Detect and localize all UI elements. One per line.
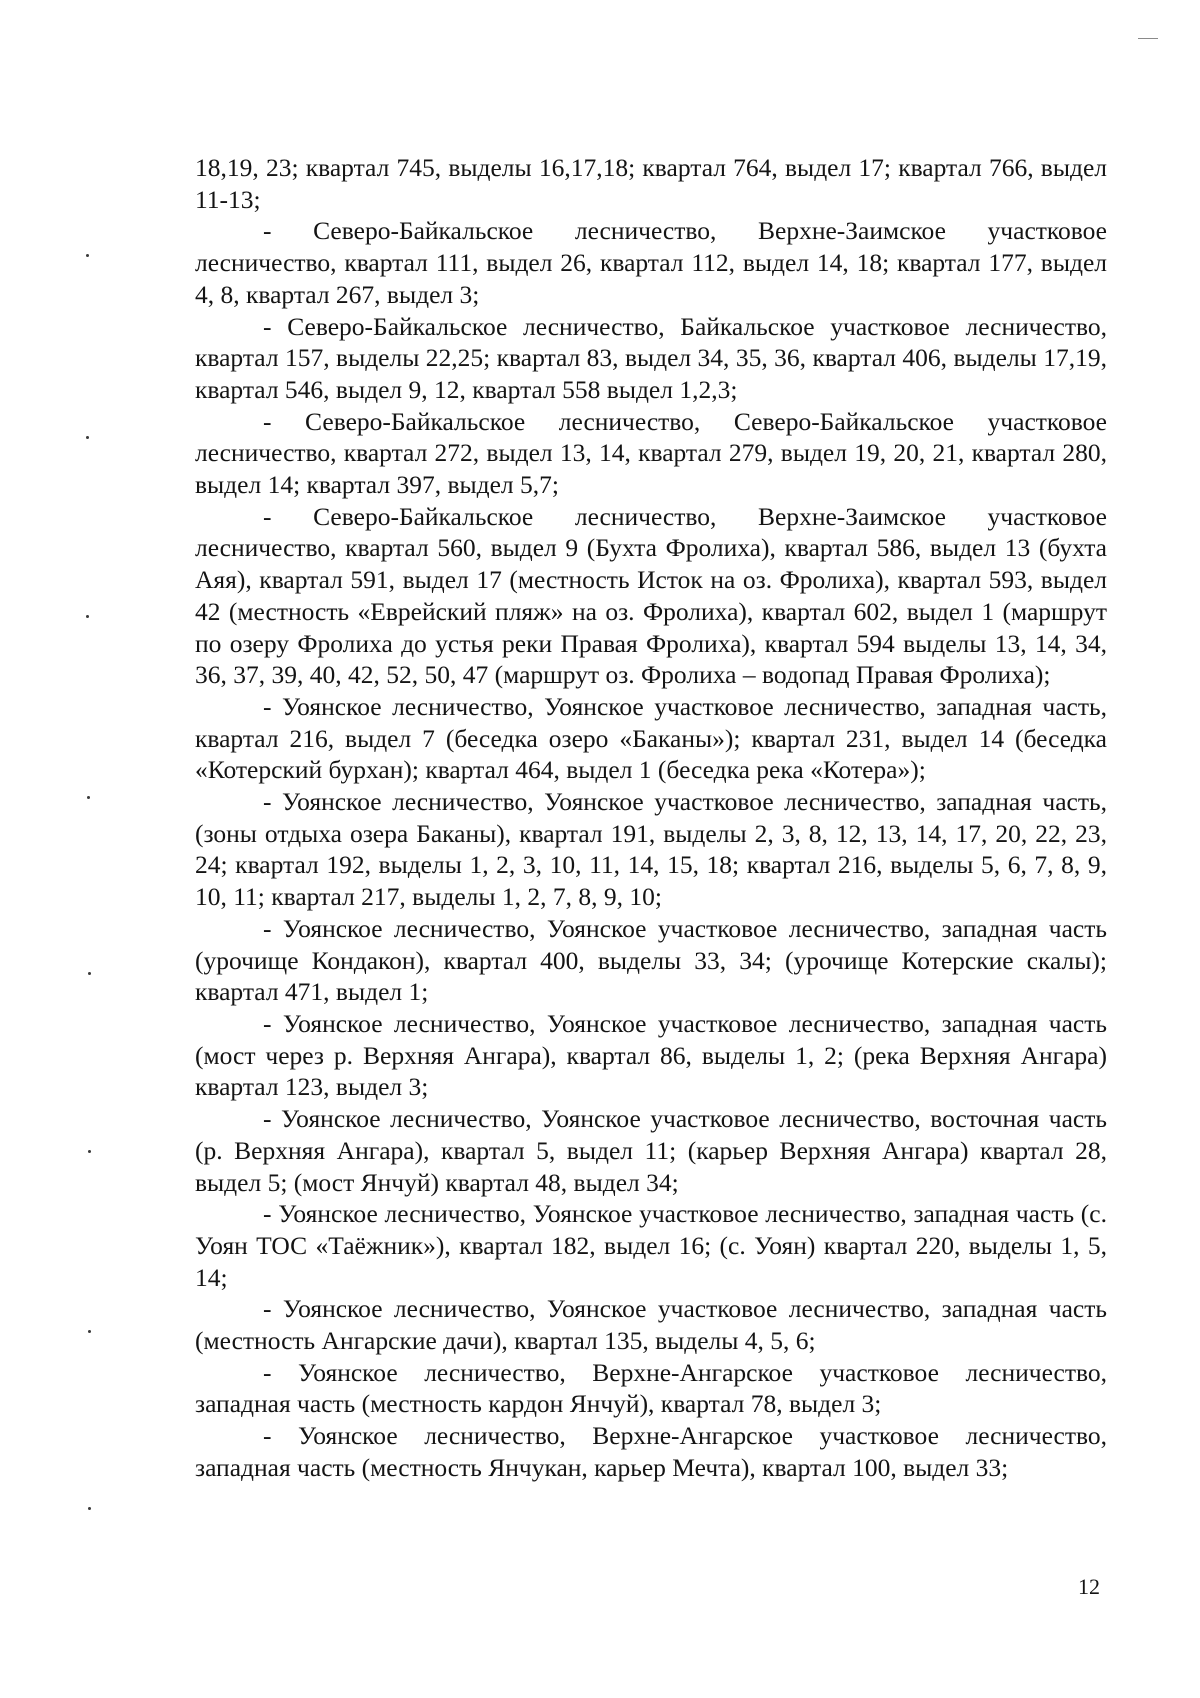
margin-dot bbox=[87, 796, 90, 799]
paragraph: - Уоянское лесничество, Уоянское участковое лесничество, западная часть (урочище Кондакон), квартал 400, выделы 33, 34; (урочище Котерские скалы); квартал 471, выдел 1; bbox=[195, 913, 1107, 1007]
paragraph: - Уоянское лесничество, Уоянское участковое лесничество, восточная часть (р. Верхняя Ангара), квартал 5, выдел 11; (карьер Верхняя Ангара) квартал 28, выдел 5; (мост Янчуй) квартал 48, выдел 34; bbox=[195, 1104, 1107, 1197]
paragraph: - Уоянское лесничество, Уоянское участковое лесничество, западная часть, квартал 216, выдел 7 (беседка озеро «Баканы»); квартал 231, выдел 14 (беседка «Котерский бурхан); квартал 464, выдел 1 (беседка река «Котера»); bbox=[195, 691, 1107, 785]
paragraph: - Уоянское лесничество, Верхне-Ангарское участковое лесничество, западная часть (местность кардон Янчуй), квартал 78, выдел 3; bbox=[195, 1357, 1107, 1419]
margin-dot bbox=[86, 436, 89, 439]
paragraph: - Уоянское лесничество, Уоянское участковое лесничество, западная часть (с. Уоян ТОС «Таёжник»), квартал 182, выдел 16; (с. Уоян) квартал 220, выделы 1, 5, 14; bbox=[195, 1199, 1107, 1292]
margin-dot bbox=[86, 254, 89, 257]
paragraph: - Северо-Байкальское лесничество, Верхне-Заимское участковое лесничество, квартал 560, выдел 9 (Бухта Фролиха), квартал 586, выдел 13 (бухта Аяя), квартал 591, выдел 17 (местность Исток на оз. Фролиха), квартал 593, выдел 42 (местность «Еврейский пляж» на оз. Фролиха), квартал 602, выдел 1 (маршрут по озеру Фролиха до устья реки Правая Фролиха), квартал 594 выделы 13, 14, 34, 36, 37, 39, 40, 42, 52, 50, 47 (маршрут оз. Фролиха – водопад Правая Фролиха); bbox=[195, 501, 1107, 690]
paragraph: - Уоянское лесничество, Уоянское участковое лесничество, западная часть, (зоны отдыха озера Баканы), квартал 191, выделы 2, 3, 8, 12, 13, 14, 17, 20, 22, 23, 24; квартал 192, выделы 1, 2, 3, 10, 11, 14, 15, 18; квартал 216, выделы 5, 6, 7, 8, 9, 10, 11; квартал 217, выделы 1, 2, 7, 8, 9, 10; bbox=[195, 787, 1107, 912]
margin-dot bbox=[88, 1150, 91, 1153]
body-text bbox=[195, 152, 1107, 1484]
paragraph: - Уоянское лесничество, Верхне-Ангарское участковое лесничество, западная часть (местность Янчукан, карьер Мечта), квартал 100, выдел 33; bbox=[195, 1421, 1107, 1482]
paragraph: - Северо-Байкальское лесничество, Верхне-Заимское участковое лесничество, квартал 111, выдел 26, квартал 112, выдел 14, 18; квартал 177, выдел 4, 8, квартал 267, выдел 3; bbox=[195, 216, 1107, 309]
margin-dot bbox=[86, 615, 89, 618]
paragraph: - Уоянское лесничество, Уоянское участковое лесничество, западная часть (местность Ангарские дачи), квартал 135, выделы 4, 5, 6; bbox=[195, 1294, 1107, 1356]
scan-artifact-mark bbox=[1138, 38, 1158, 39]
page-number: 12 bbox=[1078, 1574, 1100, 1599]
paragraph: - Северо-Байкальское лесничество, Байкальское участковое лесничество, квартал 157, выделы 22,25; квартал 83, выдел 34, 35, 36, квартал 406, выделы 17,19, квартал 546, выдел 9, 12, квартал 558 выдел 1,2,3; bbox=[195, 311, 1107, 404]
paragraph: - Уоянское лесничество, Уоянское участковое лесничество, западная часть (мост через р. Верхняя Ангара), квартал 86, выделы 1, 2; (река Верхняя Ангара) квартал 123, выдел 3; bbox=[195, 1008, 1107, 1102]
margin-dot bbox=[88, 1507, 91, 1510]
paragraph: - Северо-Байкальское лесничество, Северо-Байкальское участковое лесничество, квартал 272, выдел 13, 14, квартал 279, выдел 19, 20, 21, квартал 280, выдел 14; квартал 397, выдел 5,7; bbox=[195, 406, 1107, 500]
paragraph: 18,19, 23; квартал 745, выделы 16,17,18; квартал 764, выдел 17; квартал 766, выдел 11-13; bbox=[195, 153, 1107, 214]
margin-dot bbox=[88, 1330, 91, 1333]
margin-dot bbox=[88, 972, 91, 975]
